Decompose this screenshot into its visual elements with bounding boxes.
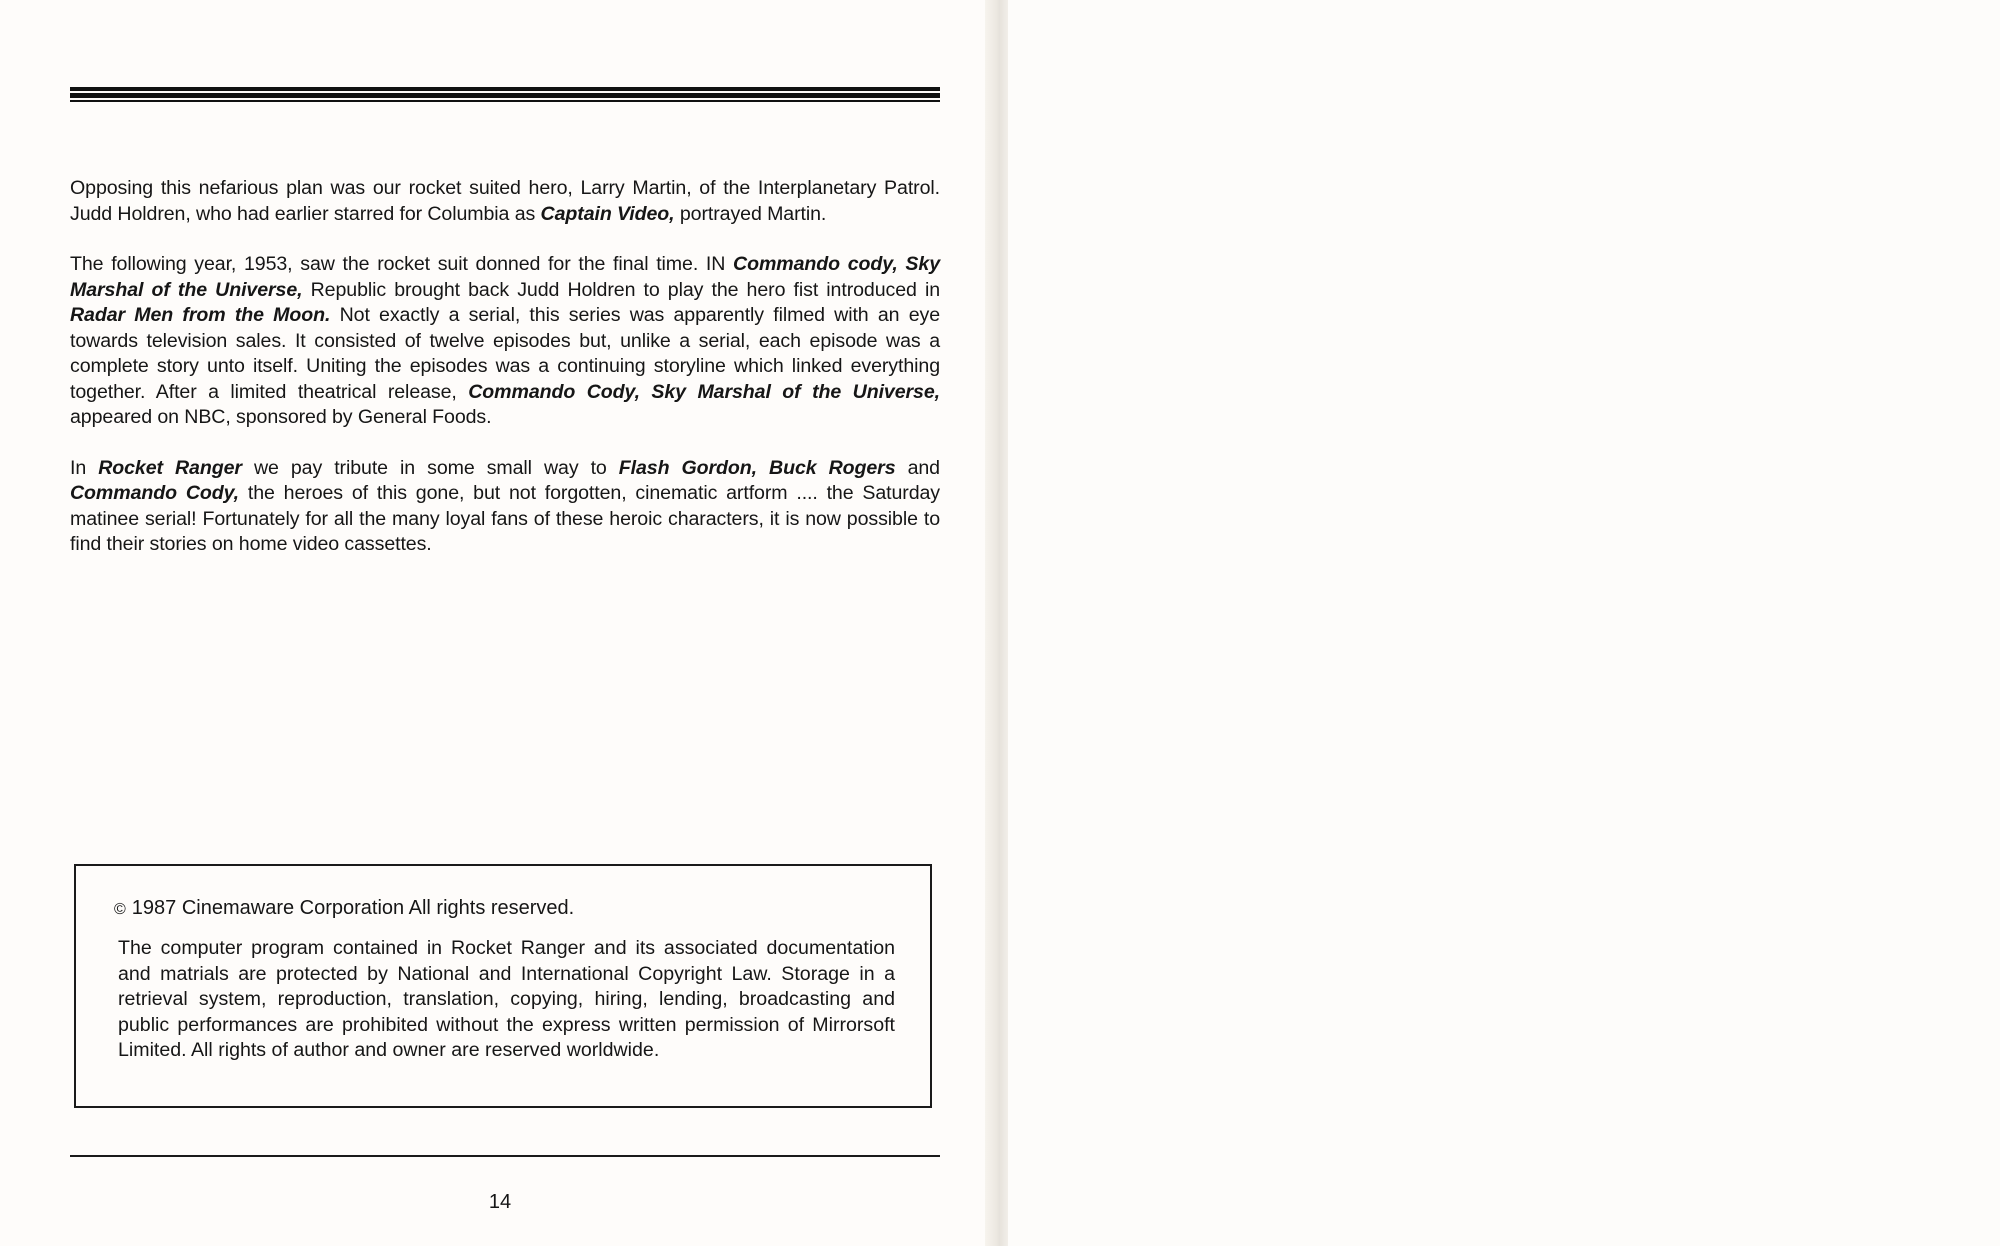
paragraph [70, 252, 940, 431]
body-text [70, 176, 940, 583]
title-emphasis: Commando Cody, [70, 482, 240, 504]
copyright-line-text: 1987 Cinemaware Corporation All rights reserved. [131, 897, 575, 919]
text-run: and [895, 456, 940, 479]
text-run: The following year, 1953, saw the rocket suit donned for the final time. IN [70, 253, 734, 275]
footer-rule [70, 1155, 940, 1157]
title-emphasis: Commando cody, Sky Marshal of the Universe, [70, 253, 940, 301]
copyright-body: The computer program contained in Rocket Ranger and its associated documentation and matrials are protected by National and International Copyright Law. Storage in a retrieval system, reproduction, translation, copying, hiring, lending, broadcasting and public performances are prohibited without the express written permission of Mirrorsoft Limited. All rights of author and owner are reserved worldwide. [118, 937, 895, 1061]
left-page [0, 0, 995, 1246]
title-emphasis: Rocket Ranger [98, 456, 242, 479]
page-number: 14 [488, 1191, 512, 1213]
text-run: we pay tribute in some small way to [241, 456, 619, 479]
paragraph [70, 176, 940, 227]
copyright-symbol: © [114, 901, 126, 918]
copyright-line [114, 896, 574, 922]
text-run: In [70, 456, 99, 479]
title-emphasis: Radar Men from the Moon. [70, 304, 331, 326]
header-rule [70, 87, 940, 103]
text-run: Republic brought back Judd Holdren to play the hero fist introduced in [302, 278, 940, 301]
title-emphasis: Flash Gordon, Buck Rogers [618, 456, 896, 479]
text-run: the heroes of this gone, but not forgotten, cinematic artform .... the Saturday matinee serial! Fortunately for all the many loyal fans of these heroic characters, it is now possible to find their stories on home video cassettes. [70, 482, 940, 555]
text-run: Opposing this nefarious plan was our rocket suited hero, Larry Martin, of the Interplanetary Patrol. Judd Holdren, who had earlier starred for Columbia as [70, 177, 940, 225]
title-emphasis: Captain Video, [540, 202, 675, 225]
copyright-box [74, 864, 932, 1108]
text-run: Not exactly a serial, this series was apparently filmed with an eye towards television sales. It consisted of twelve episodes but, unlike a serial, each episode was a complete story unto itself. Uniting the episodes was a continuing storyline which linked everything together. After a limited theatrical release, [70, 304, 940, 403]
text-run: appeared on NBC, sponsored by General Foods. [70, 406, 492, 428]
text-run: portrayed Martin. [674, 202, 827, 225]
right-page-blank [1008, 0, 2000, 1246]
title-emphasis: Commando Cody, Sky Marshal of the Universe, [468, 380, 940, 403]
paragraph [70, 456, 940, 558]
